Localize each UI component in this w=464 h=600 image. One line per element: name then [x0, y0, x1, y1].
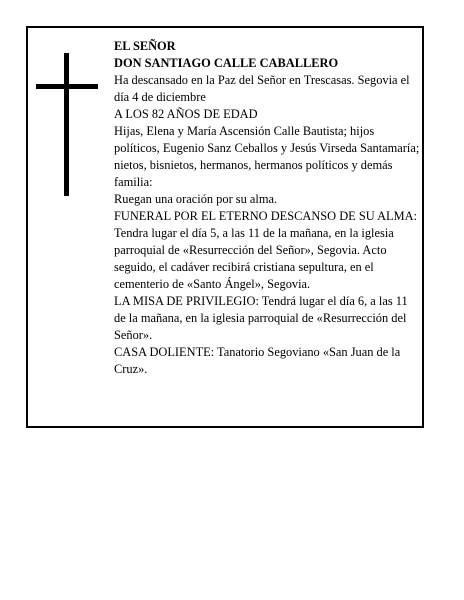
mass-details: LA MISA DE PRIVILEGIO: Tendrá lugar el día 6, a las 11 de la mañana, en la iglesia parroquial de «Resurrección del Señor». [114, 294, 408, 342]
mourning-house: CASA DOLIENTE: Tanatorio Segoviano «San Juan de la Cruz». [114, 345, 401, 376]
cross-vertical-bar [64, 53, 69, 196]
prayer-request: Ruegan una oración por su alma. [114, 192, 278, 206]
family-list: Hijas, Elena y María Ascensión Calle Bautista; hijos políticos, Eugenio Sanz Ceballos y Jesús Virseda Santamaría; nietos, bisnietos, hermanos, hermanos políticos y demás familia: [114, 124, 420, 189]
notice-title-line-1: EL SEÑOR [114, 39, 176, 53]
funeral-details: FUNERAL POR EL ETERNO DESCANSO DE SU ALMA: Tendra lugar el día 5, a las 11 de la mañana, en la iglesia parroquial de «Resurrección del Señor», Segovia. Acto seguido, el cadáver recibirá cristiana sepultura, en el cementerio de «Santo Ángel», Segovia. [114, 209, 418, 291]
age-line: A LOS 82 AÑOS DE EDAD [114, 107, 258, 121]
cross-horizontal-bar [36, 84, 98, 89]
notice-title-line-2: DON SANTIAGO CALLE CABALLERO [114, 56, 339, 70]
death-notice: Ha descansado en la Paz del Señor en Trescasas. Segovia el día 4 de diciembre [114, 73, 410, 104]
notice-text [114, 38, 422, 378]
cross-icon [36, 53, 98, 196]
